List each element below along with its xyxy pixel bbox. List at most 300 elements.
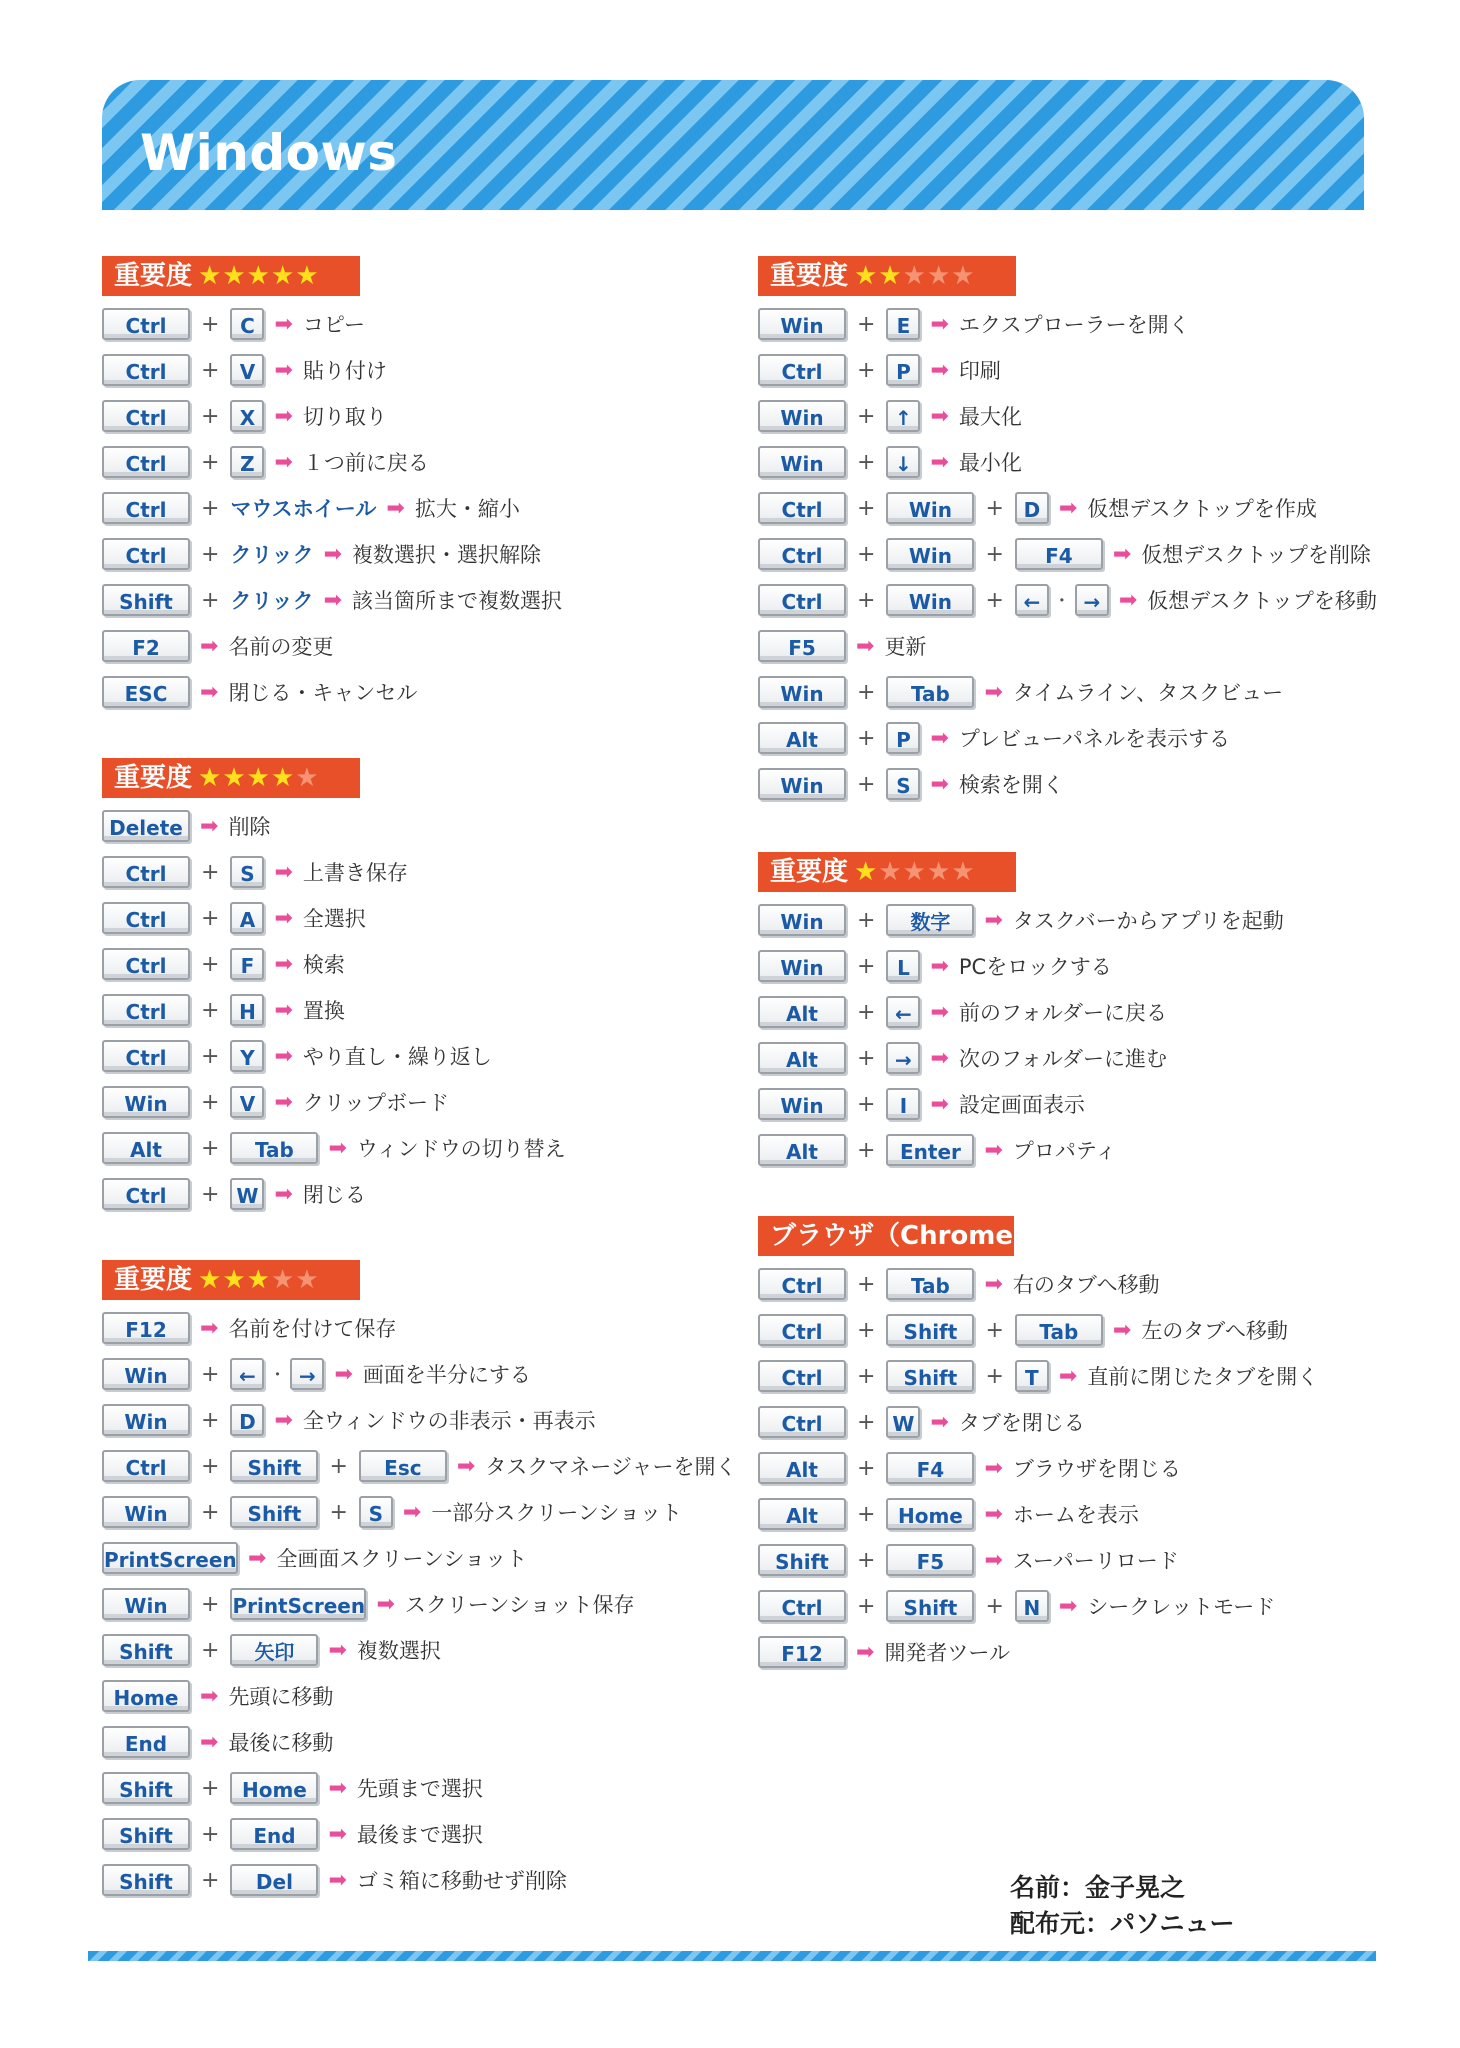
keycap: P xyxy=(886,722,920,754)
shortcut-action: 複数選択・選択解除 xyxy=(352,543,542,567)
shortcut-row xyxy=(102,1174,366,1214)
shortcut-action: タスクバーからアプリを起動 xyxy=(1012,909,1284,933)
shortcut-row xyxy=(102,852,408,892)
shortcut-row xyxy=(102,626,333,666)
keycap: Ctrl xyxy=(102,1450,190,1482)
plus-sign: + xyxy=(201,1453,220,1479)
keycap: PrintScreen xyxy=(230,1588,366,1620)
filled-star-icon: ★ xyxy=(854,857,879,887)
keycap: Shift xyxy=(886,1590,974,1622)
keycap: Home xyxy=(230,1772,318,1804)
shortcut-row xyxy=(758,626,926,666)
plus-sign: + xyxy=(857,1271,876,1297)
keycap: Ctrl xyxy=(102,446,190,478)
shortcut-action: プレビューパネルを表示する xyxy=(958,727,1230,751)
result-arrow-icon: ➡ xyxy=(856,633,875,659)
section-label: 重要度 xyxy=(114,261,193,291)
filled-star-icon: ★ xyxy=(222,763,247,793)
keycap: Y xyxy=(230,1040,264,1072)
shortcut-row xyxy=(758,946,1112,986)
shortcut-row xyxy=(102,1308,396,1348)
result-arrow-icon: ➡ xyxy=(200,813,219,839)
result-arrow-icon: ➡ xyxy=(274,403,293,429)
shortcut-action: 検索 xyxy=(302,953,345,977)
shortcut-row xyxy=(102,898,366,938)
shortcut-action: 削除 xyxy=(228,815,271,839)
keycap: V xyxy=(230,1086,264,1118)
shortcut-row xyxy=(102,488,520,528)
shortcut-row xyxy=(758,1084,1085,1124)
result-arrow-icon: ➡ xyxy=(930,953,949,979)
plus-sign: + xyxy=(857,725,876,751)
shortcut-action: 前のフォルダーに戻る xyxy=(958,1001,1167,1025)
result-arrow-icon: ➡ xyxy=(328,1867,347,1893)
shortcut-action: 先頭に移動 xyxy=(228,1685,334,1709)
result-arrow-icon: ➡ xyxy=(274,1089,293,1115)
shortcut-row xyxy=(758,1494,1139,1534)
shortcut-row xyxy=(758,764,1064,804)
keycap: Ctrl xyxy=(758,1406,846,1438)
plus-sign: + xyxy=(857,1501,876,1527)
keycap: Ctrl xyxy=(758,1314,846,1346)
shortcut-row xyxy=(102,1768,483,1808)
result-arrow-icon: ➡ xyxy=(1118,587,1138,613)
result-arrow-icon: ➡ xyxy=(984,1455,1003,1481)
empty-star-icon: ★ xyxy=(902,261,927,291)
shortcut-row xyxy=(758,1540,1179,1580)
keycap: Win xyxy=(102,1358,190,1390)
section-header xyxy=(758,852,1016,892)
plus-sign: + xyxy=(985,541,1004,567)
result-arrow-icon: ➡ xyxy=(984,907,1003,933)
keycap: Win xyxy=(758,308,846,340)
empty-star-icon: ★ xyxy=(951,857,976,887)
result-arrow-icon: ➡ xyxy=(930,725,949,751)
result-arrow-icon: ➡ xyxy=(274,1181,293,1207)
keycap: F4 xyxy=(1015,538,1103,570)
shortcut-row xyxy=(102,1354,531,1394)
shortcut-row xyxy=(758,672,1283,712)
result-arrow-icon: ➡ xyxy=(984,1137,1003,1163)
keycap: Ctrl xyxy=(758,1268,846,1300)
result-arrow-icon: ➡ xyxy=(456,1453,476,1479)
shortcut-action: １つ前に戻る xyxy=(302,451,429,475)
keycap: ← xyxy=(886,996,920,1028)
plus-sign: + xyxy=(857,541,876,567)
shortcut-action: 左のタブへ移動 xyxy=(1141,1319,1288,1343)
left-arrow-key: ← xyxy=(230,1358,264,1390)
section-label: ブラウザ（Chrome） xyxy=(770,1221,1040,1251)
keycap: Tab xyxy=(886,676,974,708)
keycap: Shift xyxy=(230,1496,318,1528)
keycap: W xyxy=(230,1178,264,1210)
keycap: S xyxy=(886,768,920,800)
shortcut-row xyxy=(758,396,1022,436)
keycap: Alt xyxy=(758,1452,846,1484)
shortcut-action: やり直し・繰り返し xyxy=(302,1045,492,1069)
section-label: 重要度 xyxy=(114,1265,193,1295)
separator-dot: ・ xyxy=(1052,591,1071,612)
plus-sign: + xyxy=(857,1547,876,1573)
shortcut-row xyxy=(102,1722,333,1762)
filled-star-icon: ★ xyxy=(246,261,271,291)
shortcut-action: 仮想デスクトップを削除 xyxy=(1141,543,1371,567)
shortcut-action: 貼り付け xyxy=(302,359,387,383)
right-arrow-key: → xyxy=(290,1358,324,1390)
title-banner xyxy=(102,80,1364,210)
shortcut-action: 右のタブへ移動 xyxy=(1012,1273,1160,1297)
result-arrow-icon: ➡ xyxy=(984,679,1003,705)
keycap: Win xyxy=(886,492,974,524)
shortcut-row xyxy=(102,944,345,984)
left-arrow-key: ← xyxy=(1015,584,1049,616)
shortcut-row xyxy=(102,1492,682,1532)
shortcut-action: 仮想デスクトップを作成 xyxy=(1087,497,1317,521)
keycap: Alt xyxy=(758,1134,846,1166)
result-arrow-icon: ➡ xyxy=(930,1409,949,1435)
empty-star-icon: ★ xyxy=(295,763,320,793)
plus-sign: + xyxy=(985,587,1004,613)
plus-sign: + xyxy=(857,311,876,337)
section-header xyxy=(758,1216,1040,1256)
plus-sign: + xyxy=(201,449,220,475)
keycap: F12 xyxy=(758,1636,846,1668)
shortcut-row xyxy=(758,900,1284,940)
result-arrow-icon: ➡ xyxy=(274,311,293,337)
result-arrow-icon: ➡ xyxy=(1058,1363,1078,1389)
keycap: Shift xyxy=(230,1450,318,1482)
keycap: F5 xyxy=(886,1544,974,1576)
result-arrow-icon: ➡ xyxy=(274,997,293,1023)
shortcut-row xyxy=(102,1676,333,1716)
shortcut-action: シークレットモード xyxy=(1087,1595,1276,1619)
plus-sign: + xyxy=(329,1453,348,1479)
shortcut-action: 一部分スクリーンショット xyxy=(431,1501,682,1525)
plus-sign: + xyxy=(857,1409,876,1435)
section-header xyxy=(102,758,360,798)
keycap: F5 xyxy=(758,630,846,662)
result-arrow-icon: ➡ xyxy=(930,1045,949,1071)
keycap: F12 xyxy=(102,1312,190,1344)
keycap: W xyxy=(886,1406,920,1438)
shortcut-row xyxy=(758,1264,1159,1304)
shortcut-action: 閉じる・キャンセル xyxy=(228,681,418,705)
plus-sign: + xyxy=(201,541,220,567)
filled-star-icon: ★ xyxy=(198,1265,223,1295)
shortcut-action: 複数選択 xyxy=(356,1639,441,1663)
modifier-action: クリック xyxy=(230,543,314,567)
filled-star-icon: ★ xyxy=(222,1265,247,1295)
result-arrow-icon: ➡ xyxy=(323,541,343,567)
shortcut-action: 拡大・縮小 xyxy=(414,497,520,521)
empty-star-icon: ★ xyxy=(926,261,952,291)
empty-star-icon: ★ xyxy=(295,1265,320,1295)
result-arrow-icon: ➡ xyxy=(328,1637,347,1663)
plus-sign: + xyxy=(201,1181,220,1207)
importance-stars xyxy=(198,763,320,793)
plus-sign: + xyxy=(857,771,876,797)
page-title: Windows xyxy=(140,124,398,182)
plus-sign: + xyxy=(329,1499,348,1525)
filled-star-icon: ★ xyxy=(246,763,271,793)
shortcut-action: スクリーンショット保存 xyxy=(404,1593,635,1617)
result-arrow-icon: ➡ xyxy=(984,1501,1003,1527)
keycap: PrintScreen xyxy=(102,1542,238,1574)
importance-stars xyxy=(198,1265,320,1295)
shortcut-row xyxy=(102,1082,449,1122)
shortcut-row xyxy=(758,534,1371,574)
shortcut-action: タスクマネージャーを開く xyxy=(485,1455,737,1479)
plus-sign: + xyxy=(985,1363,1004,1389)
shortcut-row xyxy=(102,1400,596,1440)
plus-sign: + xyxy=(201,495,220,521)
result-arrow-icon: ➡ xyxy=(930,1091,949,1117)
keycap: Ctrl xyxy=(102,856,190,888)
shortcut-row xyxy=(758,992,1167,1032)
shortcut-row xyxy=(102,672,417,712)
plus-sign: + xyxy=(201,587,220,613)
result-arrow-icon: ➡ xyxy=(328,1775,347,1801)
plus-sign: + xyxy=(857,1317,876,1343)
shortcut-action: ウィンドウの切り替え xyxy=(356,1137,566,1161)
shortcut-row xyxy=(102,580,562,620)
shortcut-row xyxy=(102,1860,567,1900)
keycap: Home xyxy=(102,1680,190,1712)
plus-sign: + xyxy=(201,1591,220,1617)
shortcut-action: 印刷 xyxy=(958,359,1001,383)
plus-sign: + xyxy=(201,997,220,1023)
keycap: Shift xyxy=(102,1864,190,1896)
keycap: → xyxy=(886,1042,920,1074)
result-arrow-icon: ➡ xyxy=(200,1315,219,1341)
empty-star-icon: ★ xyxy=(270,1265,296,1295)
shortcut-action: スーパーリロード xyxy=(1012,1549,1179,1573)
shortcut-row xyxy=(758,1310,1288,1350)
keycap: Delete xyxy=(102,810,190,842)
shortcut-action: 全画面スクリーンショット xyxy=(276,1547,528,1571)
shortcut-action: ゴミ箱に移動せず削除 xyxy=(356,1869,567,1893)
shortcut-row xyxy=(758,1130,1116,1170)
keycap: D xyxy=(230,1404,264,1436)
keycap: ↓ xyxy=(886,446,920,478)
keycap: Del xyxy=(230,1864,318,1896)
result-arrow-icon: ➡ xyxy=(1112,1317,1132,1343)
result-arrow-icon: ➡ xyxy=(274,905,293,931)
result-arrow-icon: ➡ xyxy=(274,1043,293,1069)
plus-sign: + xyxy=(985,495,1004,521)
shortcut-action: 置換 xyxy=(302,999,345,1023)
keycap: X xyxy=(230,400,264,432)
section-label: 重要度 xyxy=(770,857,849,887)
keycap: T xyxy=(1015,1360,1049,1392)
shortcut-action: クリップボード xyxy=(302,1091,450,1115)
empty-star-icon: ★ xyxy=(951,261,976,291)
shortcut-action: 名前を付けて保存 xyxy=(228,1317,397,1341)
keycap: Ctrl xyxy=(102,1040,190,1072)
filled-star-icon: ★ xyxy=(222,261,247,291)
keycap: Tab xyxy=(1015,1314,1103,1346)
keycap: Ctrl xyxy=(758,1360,846,1392)
shortcut-row xyxy=(102,990,345,1030)
keycap: Ctrl xyxy=(758,492,846,524)
shortcut-action: 最大化 xyxy=(958,405,1022,429)
shortcut-row xyxy=(758,1586,1275,1626)
shortcut-row xyxy=(758,488,1317,528)
shortcut-action: 画面を半分にする xyxy=(362,1363,531,1387)
shortcut-action: 名前の変更 xyxy=(228,635,334,659)
shortcut-row xyxy=(758,1038,1167,1078)
keycap: Ctrl xyxy=(758,1590,846,1622)
keycap: Win xyxy=(886,538,974,570)
keycap: Alt xyxy=(758,1498,846,1530)
result-arrow-icon: ➡ xyxy=(930,771,949,797)
keycap: C xyxy=(230,308,264,340)
plus-sign: + xyxy=(857,953,876,979)
keycap: Z xyxy=(230,446,264,478)
result-arrow-icon: ➡ xyxy=(200,1729,219,1755)
shortcut-row xyxy=(102,1446,736,1486)
keycap: Ctrl xyxy=(102,354,190,386)
plus-sign: + xyxy=(857,495,876,521)
keycap: Ctrl xyxy=(102,538,190,570)
shortcut-action: タブを閉じる xyxy=(958,1411,1085,1435)
result-arrow-icon: ➡ xyxy=(200,633,219,659)
plus-sign: + xyxy=(857,679,876,705)
result-arrow-icon: ➡ xyxy=(376,1591,395,1617)
separator-dot: ・ xyxy=(268,1365,287,1386)
keycap: H xyxy=(230,994,264,1026)
shortcut-row xyxy=(758,580,1377,620)
plus-sign: + xyxy=(201,859,220,885)
shortcut-row xyxy=(758,1448,1181,1488)
shortcut-action: 更新 xyxy=(884,635,927,659)
distributor: 配布元：パソニュー xyxy=(1010,1909,1235,1938)
plus-sign: + xyxy=(857,1137,876,1163)
shortcut-action: 先頭まで選択 xyxy=(356,1777,483,1801)
result-arrow-icon: ➡ xyxy=(1058,1593,1078,1619)
result-arrow-icon: ➡ xyxy=(328,1135,347,1161)
right-arrow-key: → xyxy=(1075,584,1109,616)
result-arrow-icon: ➡ xyxy=(1058,495,1078,521)
result-arrow-icon: ➡ xyxy=(274,449,293,475)
keycap: Win xyxy=(102,1404,190,1436)
result-arrow-icon: ➡ xyxy=(200,679,219,705)
keycap: End xyxy=(230,1818,318,1850)
plus-sign: + xyxy=(857,1363,876,1389)
result-arrow-icon: ➡ xyxy=(274,357,293,383)
keycap: N xyxy=(1015,1590,1049,1622)
keycap: Win xyxy=(102,1496,190,1528)
shortcut-action: 次のフォルダーに進む xyxy=(958,1047,1167,1071)
result-arrow-icon: ➡ xyxy=(323,587,343,613)
result-arrow-icon: ➡ xyxy=(402,1499,422,1525)
keycap: Ctrl xyxy=(758,584,846,616)
keycap: Ctrl xyxy=(102,994,190,1026)
keycap: Win xyxy=(758,446,846,478)
plus-sign: + xyxy=(857,587,876,613)
shortcut-action: 設定画面表示 xyxy=(958,1093,1085,1117)
keycap: ↑ xyxy=(886,400,920,432)
result-arrow-icon: ➡ xyxy=(1112,541,1132,567)
shortcut-action: 全選択 xyxy=(302,907,366,931)
plus-sign: + xyxy=(201,1637,220,1663)
keycap: I xyxy=(886,1088,920,1120)
keycap: 数字 xyxy=(886,904,974,936)
plus-sign: + xyxy=(201,357,220,383)
keycap: Ctrl xyxy=(102,400,190,432)
shortcut-row xyxy=(102,442,429,482)
result-arrow-icon: ➡ xyxy=(856,1639,875,1665)
keycap: E xyxy=(886,308,920,340)
shortcut-action: 該当箇所まで複数選択 xyxy=(352,589,563,613)
shortcut-action: 開発者ツール xyxy=(884,1641,1011,1665)
shortcut-action: プロパティ xyxy=(1012,1139,1117,1163)
shortcut-row xyxy=(102,1128,566,1168)
filled-star-icon: ★ xyxy=(198,763,223,793)
plus-sign: + xyxy=(201,1407,220,1433)
importance-stars xyxy=(854,857,976,887)
credits xyxy=(1010,1870,1235,1942)
filled-star-icon: ★ xyxy=(295,261,320,291)
keycap: Ctrl xyxy=(758,538,846,570)
keycap: Alt xyxy=(758,1042,846,1074)
keycap: Shift xyxy=(758,1544,846,1576)
filled-star-icon: ★ xyxy=(246,1265,271,1295)
result-arrow-icon: ➡ xyxy=(930,403,949,429)
shortcut-action: タイムライン、タスクビュー xyxy=(1012,681,1284,705)
keycap: Shift xyxy=(886,1314,974,1346)
shortcut-action: 最後に移動 xyxy=(228,1731,334,1755)
plus-sign: + xyxy=(201,1499,220,1525)
shortcut-row xyxy=(102,304,365,344)
author-name: 名前：金子晃之 xyxy=(1010,1873,1186,1902)
keycap: A xyxy=(230,902,264,934)
plus-sign: + xyxy=(201,1135,220,1161)
keycap: P xyxy=(886,354,920,386)
keycap: F4 xyxy=(886,1452,974,1484)
plus-sign: + xyxy=(857,357,876,383)
keycap: ESC xyxy=(102,676,190,708)
result-arrow-icon: ➡ xyxy=(930,311,949,337)
shortcut-row xyxy=(102,396,387,436)
shortcut-action: 全ウィンドウの非表示・再表示 xyxy=(302,1409,596,1433)
result-arrow-icon: ➡ xyxy=(984,1547,1003,1573)
plus-sign: + xyxy=(201,951,220,977)
keycap: Alt xyxy=(102,1132,190,1164)
keycap: Ctrl xyxy=(758,354,846,386)
keycap: Win xyxy=(758,950,846,982)
result-arrow-icon: ➡ xyxy=(248,1545,267,1571)
plus-sign: + xyxy=(857,907,876,933)
plus-sign: + xyxy=(857,1455,876,1481)
section-header xyxy=(102,256,360,296)
plus-sign: + xyxy=(857,1091,876,1117)
plus-sign: + xyxy=(857,999,876,1025)
keycap: Win xyxy=(758,676,846,708)
keycap: 矢印 xyxy=(230,1634,318,1666)
keycap: Win xyxy=(102,1086,190,1118)
keycap: D xyxy=(1015,492,1049,524)
shortcut-row xyxy=(102,1584,635,1624)
importance-stars xyxy=(198,261,320,291)
keycap: S xyxy=(359,1496,393,1528)
plus-sign: + xyxy=(857,403,876,429)
keycap: Win xyxy=(758,768,846,800)
keycap: Ctrl xyxy=(102,308,190,340)
keycap: Esc xyxy=(359,1450,447,1482)
keycap: Tab xyxy=(886,1268,974,1300)
keycap: Shift xyxy=(886,1360,974,1392)
